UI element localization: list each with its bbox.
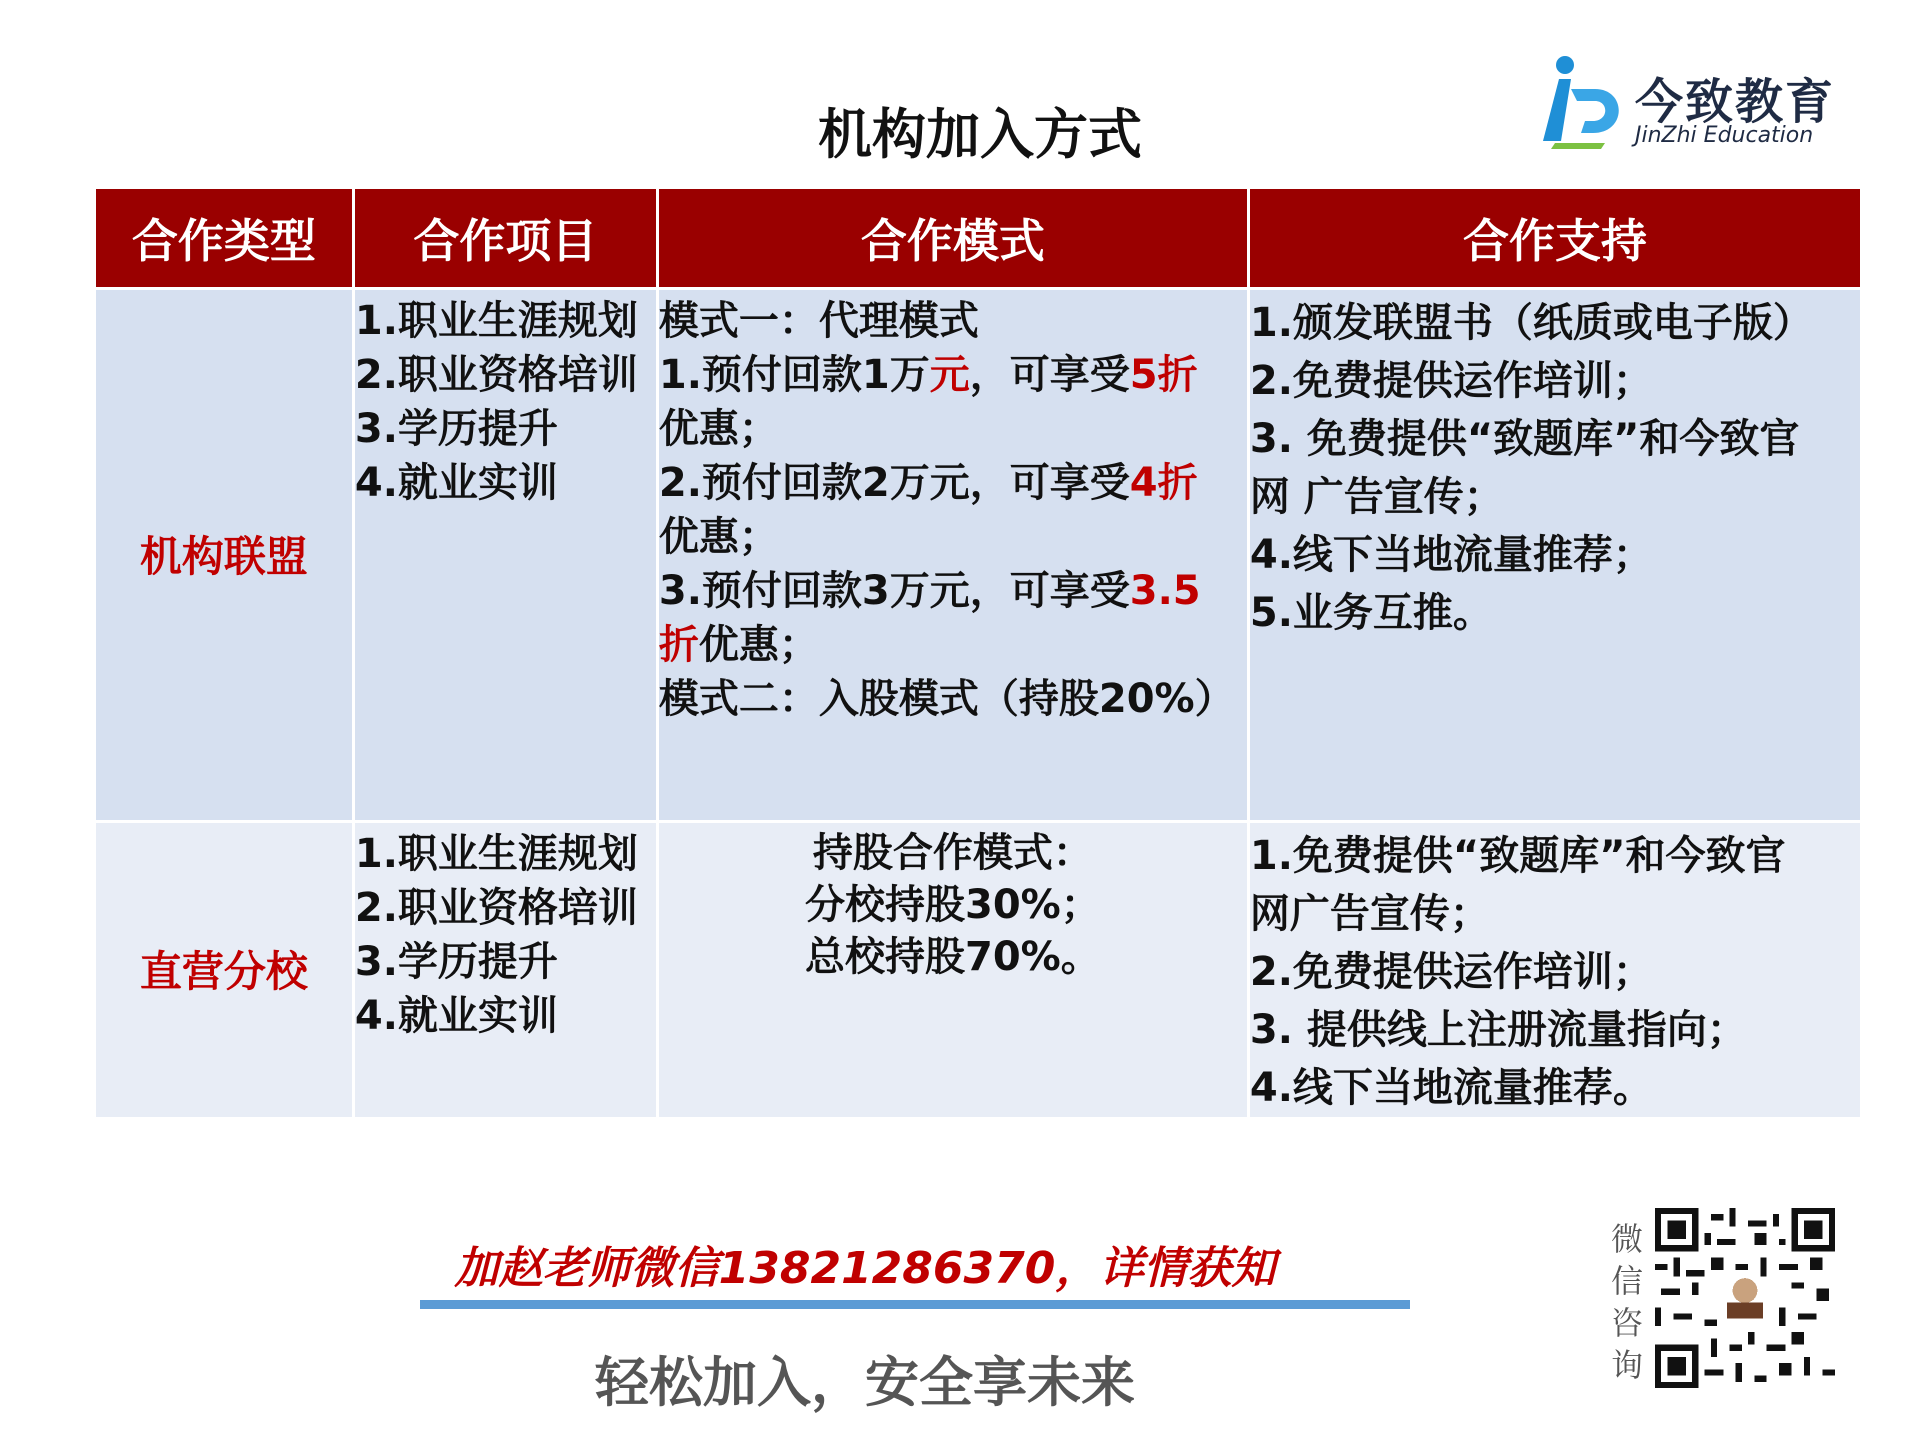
contact-slogan: 加赵老师微信13821286370，详情获知: [454, 1243, 1276, 1294]
list-item: 3.学历提升: [354, 939, 558, 985]
list-item: 2.免费提供运作培训；: [1249, 358, 1653, 404]
table-row: [96, 823, 1860, 1117]
list-item: 3. 免费提供“致题库”和今致官: [1249, 416, 1800, 462]
mode-line: 模式二：入股模式（持股20%）: [658, 676, 1235, 722]
cell-mode: [659, 823, 1247, 1117]
list-item: 4.就业实训: [354, 993, 558, 1039]
wechat-label-char: 微: [1610, 1220, 1643, 1258]
list-item: 4.线下当地流量推荐；: [1249, 532, 1653, 578]
page-title: 机构加入方式: [818, 103, 1142, 166]
mode-text: 1.预付回款1万: [658, 352, 930, 398]
mode-highlight: 4折: [1129, 460, 1198, 506]
mode-text: 2.预付回款2万元，可享受: [658, 460, 1130, 506]
list-item: 3.学历提升: [354, 406, 558, 452]
mode-line: [659, 564, 1247, 618]
cell-support: [1250, 823, 1860, 1117]
mode-text: ，可享受: [969, 352, 1130, 398]
mode-highlight: 3.5: [1129, 568, 1201, 614]
list-item: 1.免费提供“致题库”和今致官: [1249, 833, 1786, 879]
column-header-mode: 合作模式: [659, 189, 1247, 287]
mode-highlight: 元: [929, 352, 970, 398]
mode-line: 总校持股70%。: [805, 934, 1101, 980]
tagline: 轻松加入，安全享未来: [595, 1351, 1135, 1414]
mode-line: 持股合作模式：: [812, 830, 1093, 876]
mode-line: 分校持股30%；: [805, 882, 1101, 928]
list-item: 1.职业生涯规划: [354, 831, 638, 877]
wechat-label: [1610, 1218, 1644, 1386]
brand-logo: [1535, 55, 1865, 155]
list-item: 4.就业实训: [354, 460, 558, 506]
column-header-support: 合作支持: [1250, 189, 1860, 287]
list-item: 1.颁发联盟书（纸质或电子版）: [1249, 300, 1813, 346]
list-item: 2.职业资格培训: [354, 885, 638, 931]
cell-projects: [355, 823, 656, 1117]
mode-line: [659, 456, 1247, 510]
list-item: 网广告宣传；: [1249, 891, 1490, 937]
cell-support: [1250, 290, 1860, 820]
cell-type-alliance: 机构联盟: [96, 290, 352, 820]
mode-line: [659, 618, 1247, 672]
list-item: 1.职业生涯规划: [354, 298, 638, 344]
wechat-label-char: 咨: [1610, 1304, 1643, 1342]
mode-text: 3.预付回款3万元，可享受: [658, 568, 1130, 614]
column-header-projects: 合作项目: [355, 189, 656, 287]
mode-highlight: 5折: [1129, 352, 1198, 398]
mode-text: 优惠；: [698, 622, 819, 668]
table-row: [96, 290, 1860, 820]
list-item: 2.职业资格培训: [354, 352, 638, 398]
list-item: 4.线下当地流量推荐。: [1249, 1065, 1653, 1111]
brand-subtitle: JinZhi Education: [1635, 123, 1814, 148]
list-item: 3. 提供线上注册流量指向；: [1249, 1007, 1747, 1053]
wechat-qr-code-icon[interactable]: [1655, 1208, 1835, 1388]
mode-line: 模式一：代理模式: [658, 298, 979, 344]
brand-name: 今致教育: [1635, 74, 1836, 130]
divider: [420, 1300, 1410, 1309]
list-item: 5.业务互推。: [1249, 590, 1493, 636]
table-header-row: [96, 189, 1860, 287]
cell-projects: [355, 290, 656, 820]
cell-mode: [659, 290, 1247, 820]
cell-type-branch: 直营分校: [96, 823, 352, 1117]
mode-line: 优惠；: [658, 406, 779, 452]
wechat-label-char: 信: [1610, 1262, 1643, 1300]
list-item: 2.免费提供运作培训；: [1249, 949, 1653, 995]
column-header-type: 合作类型: [96, 189, 352, 287]
wechat-label-char: 询: [1610, 1346, 1643, 1384]
mode-line: 优惠；: [658, 514, 779, 560]
mode-line: [659, 348, 1247, 402]
mode-highlight: 折: [658, 622, 699, 668]
list-item: 网 广告宣传；: [1249, 474, 1504, 520]
cooperation-table: [93, 186, 1863, 1120]
jinzhi-logo-icon: [1535, 55, 1631, 151]
